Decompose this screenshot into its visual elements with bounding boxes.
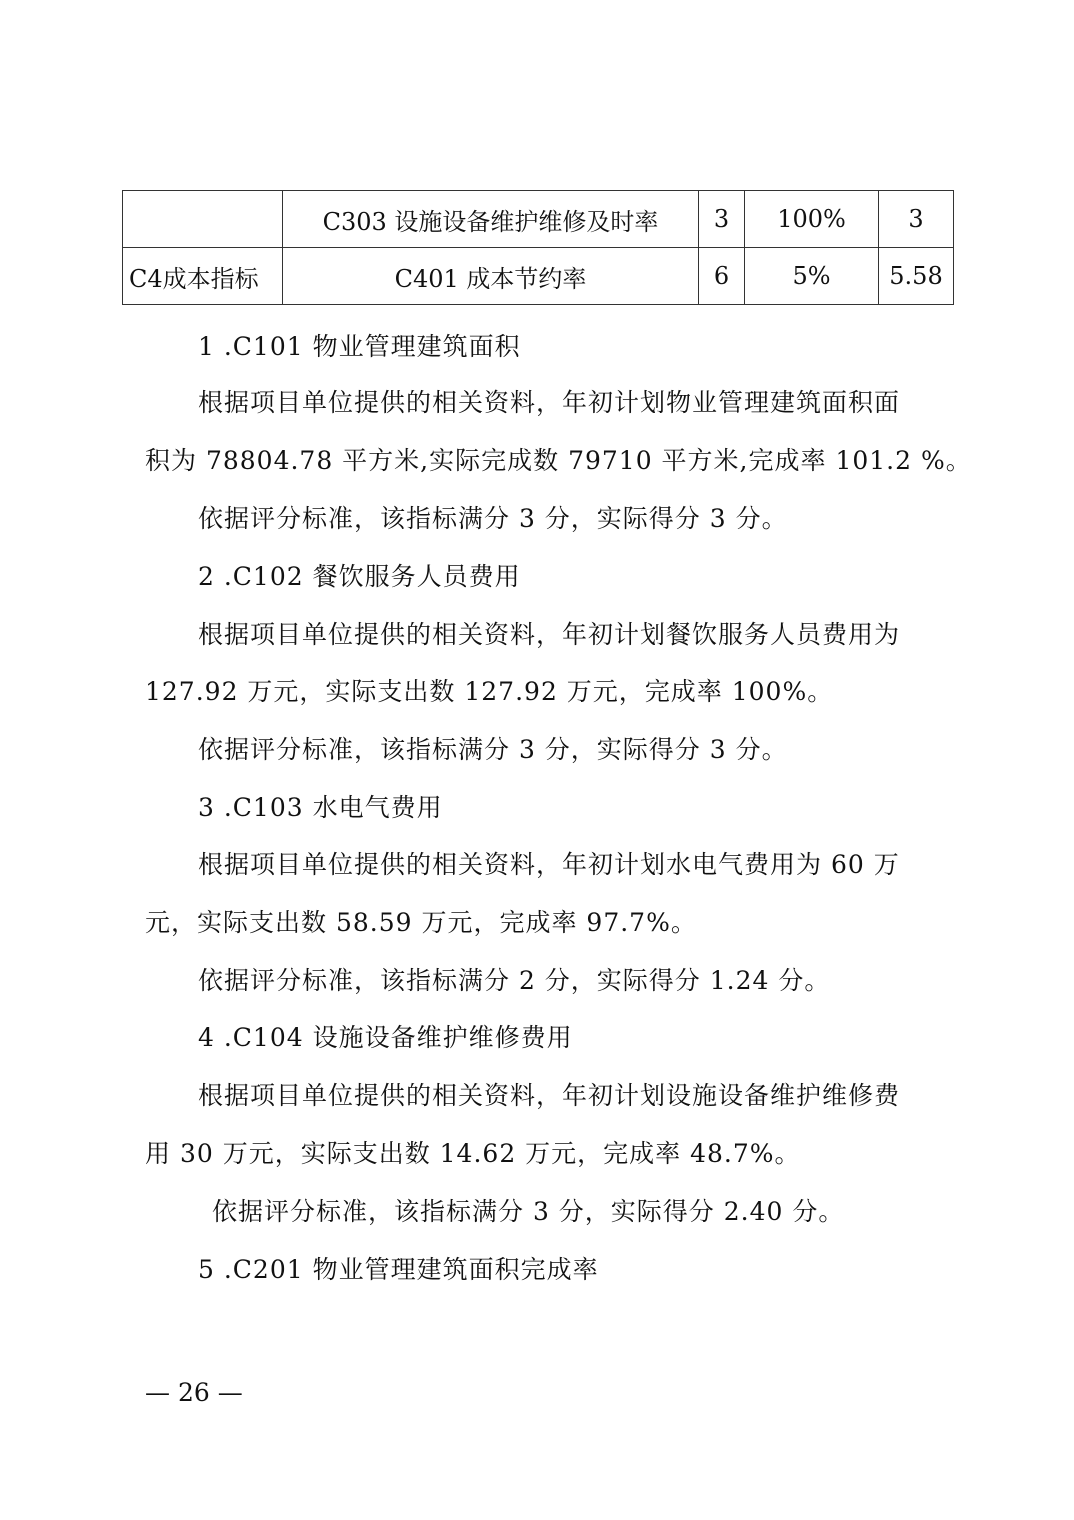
table-cell: 3 (879, 191, 954, 248)
paragraph-line: 依据评分标准，该指标满分 2 分，实际得分 1.24 分。 (198, 966, 831, 995)
paragraph-line: 依据评分标准，该指标满分 3 分，实际得分 3 分。 (198, 504, 788, 533)
table-cell: C303 设施设备维护维修及时率 (283, 191, 699, 248)
indicator-table (122, 190, 954, 305)
paragraph-line: 根据项目单位提供的相关资料，年初计划物业管理建筑面积面 (198, 388, 901, 417)
paragraph-line: 依据评分标准，该指标满分 3 分，实际得分 2.40 分。 (212, 1197, 845, 1226)
page-number: — 26 — (145, 1378, 243, 1407)
section-heading: 4 .C104 设施设备维护维修费用 (198, 1023, 573, 1052)
section-heading: 1 .C101 物业管理建筑面积 (198, 332, 521, 361)
paragraph-line: 依据评分标准，该指标满分 3 分，实际得分 3 分。 (198, 735, 788, 764)
table-row (123, 248, 954, 305)
table-cell: 5% (745, 248, 879, 305)
paragraph-line: 根据项目单位提供的相关资料，年初计划设施设备维护维修费 (198, 1081, 901, 1110)
paragraph-line: 127.92 万元，实际支出数 127.92 万元，完成率 100%。 (145, 677, 834, 706)
paragraph-line: 积为 78804.78 平方米,实际完成数 79710 平方米,完成率 101.2 %。 (145, 446, 972, 475)
table-cell (123, 191, 283, 248)
table-cell: 6 (699, 248, 745, 305)
table-cell: 5.58 (879, 248, 954, 305)
table-cell: C4成本指标 (123, 248, 283, 305)
paragraph-line: 用 30 万元，实际支出数 14.62 万元，完成率 48.7%。 (145, 1139, 801, 1168)
section-heading: 2 .C102 餐饮服务人员费用 (198, 562, 521, 591)
paragraph-line: 根据项目单位提供的相关资料，年初计划餐饮服务人员费用为 (198, 620, 901, 649)
paragraph-line: 根据项目单位提供的相关资料，年初计划水电气费用为 60 万 (198, 850, 900, 879)
section-heading: 5 .C201 物业管理建筑面积完成率 (198, 1255, 599, 1284)
paragraph-line: 元，实际支出数 58.59 万元，完成率 97.7%。 (145, 908, 697, 937)
table-row (123, 191, 954, 248)
table-cell: 100% (745, 191, 879, 248)
table-cell: 3 (699, 191, 745, 248)
table-cell: C401 成本节约率 (283, 248, 699, 305)
section-heading: 3 .C103 水电气费用 (198, 793, 443, 822)
